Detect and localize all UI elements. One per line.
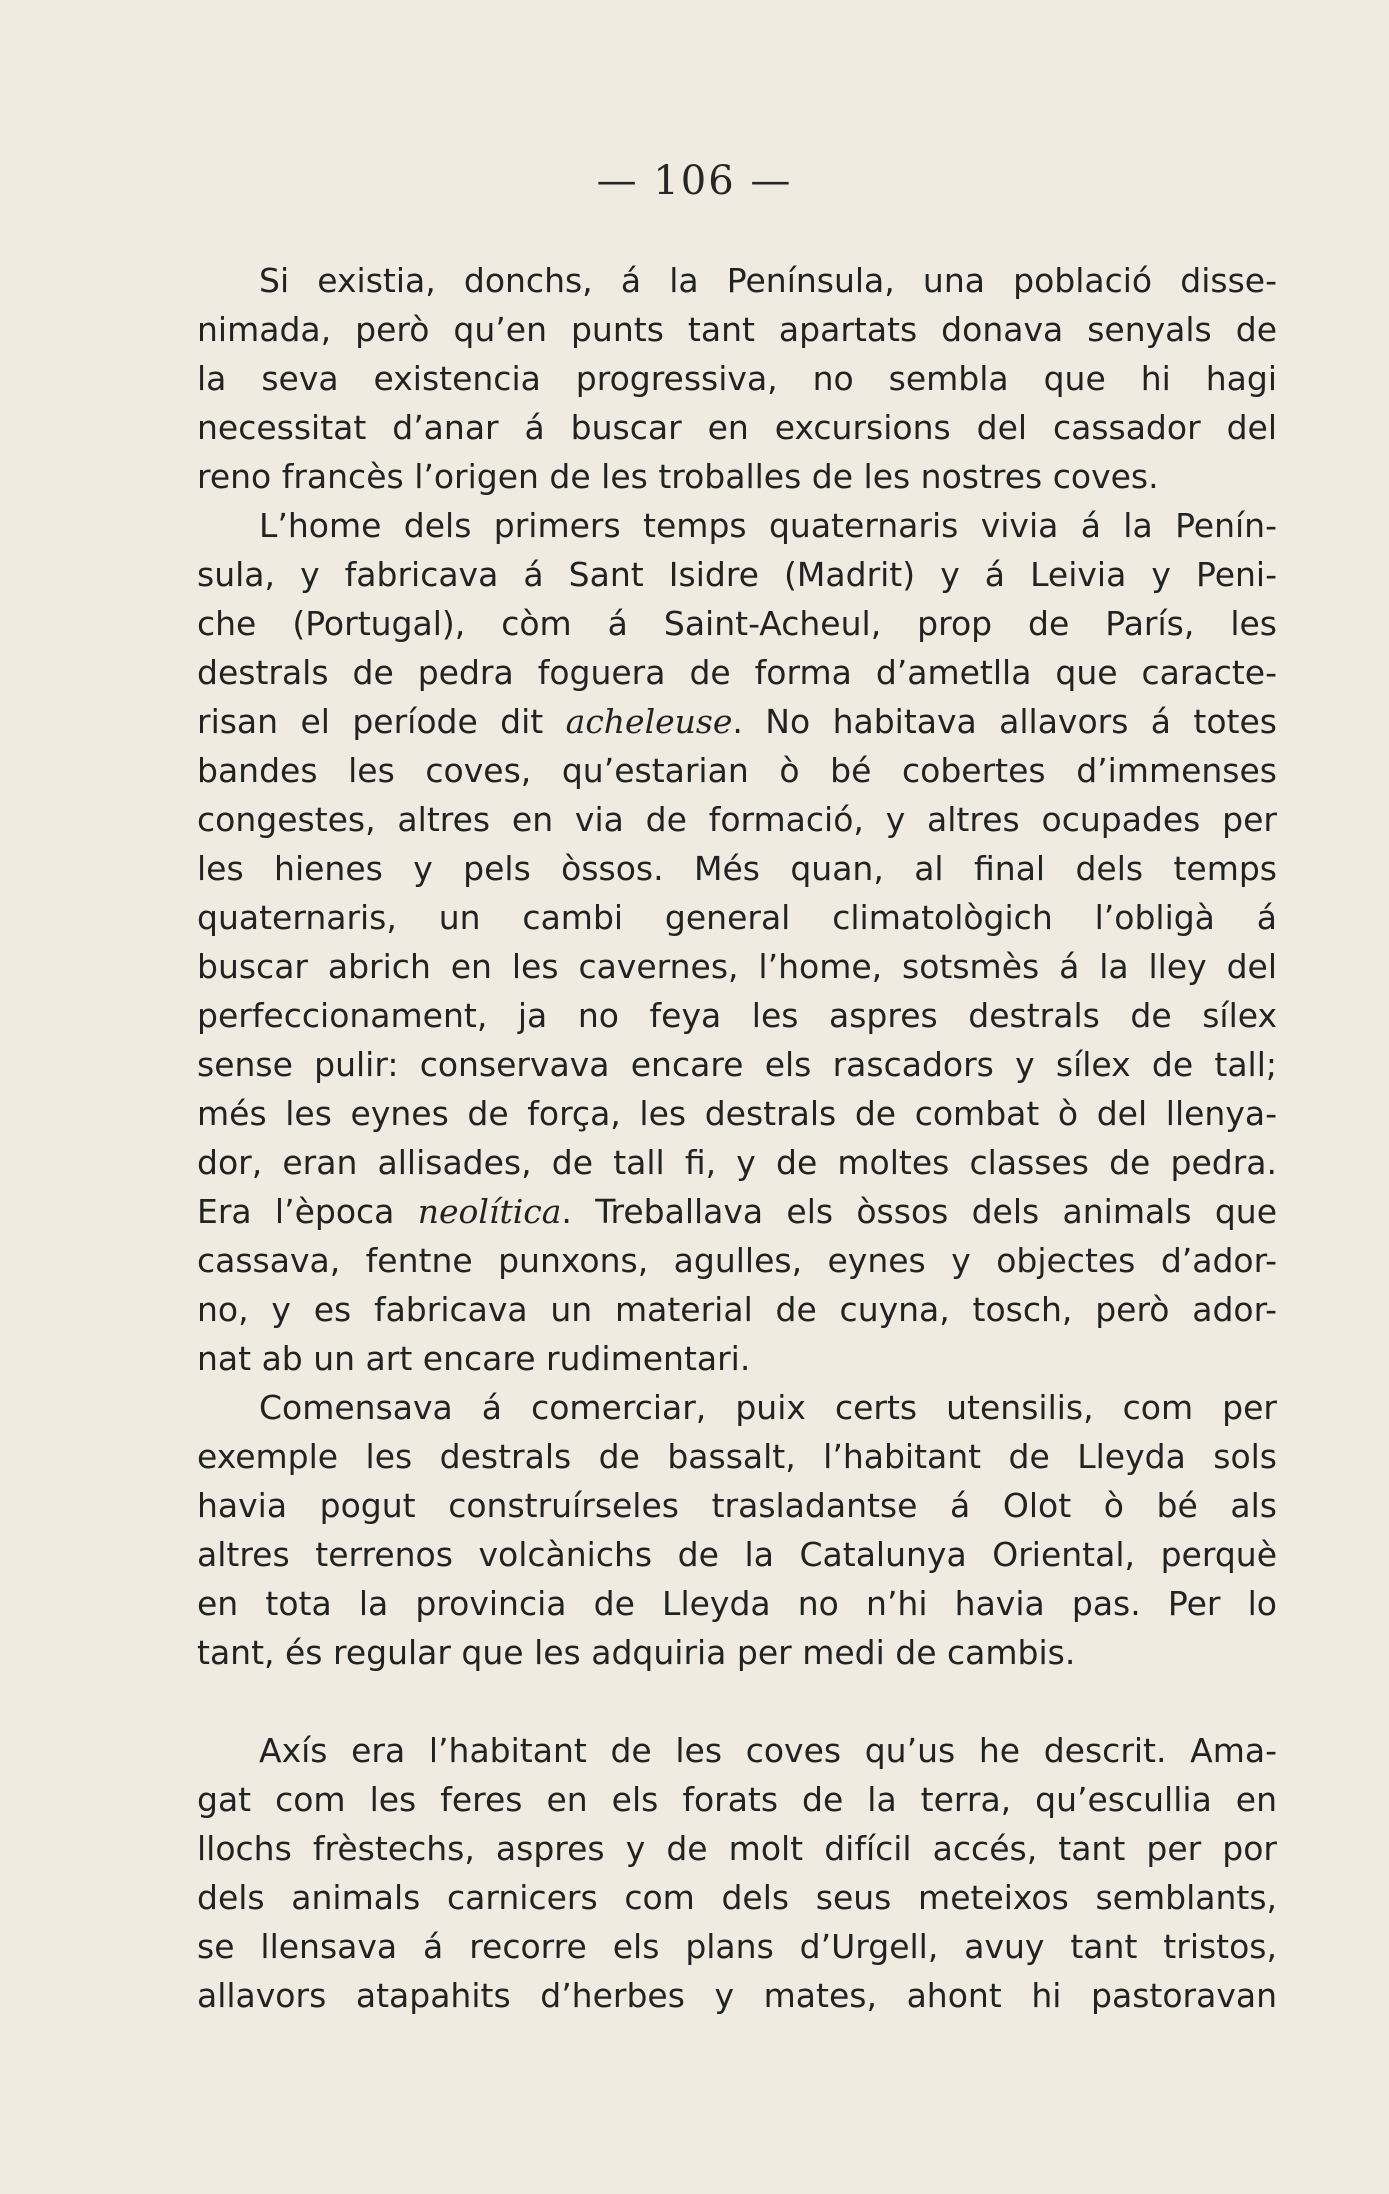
text-line: altres terrenos volcànichs de la Catalunya Oriental, perquè [197, 1535, 1277, 1574]
body-text [197, 256, 1277, 2020]
text-line: sula, y fabricava á Sant Isidre (Madrit) y á Leivia y Peni- [197, 555, 1277, 594]
text-line: Comensava á comerciar, puix certs utensilis, com per [259, 1388, 1277, 1427]
paragraph-3 [197, 1383, 1277, 1677]
text-line: Si existia, donchs, á la Península, una població disse- [259, 261, 1277, 300]
text-line: dor, eran allisades, de tall fi, y de moltes classes de pedra. [197, 1143, 1277, 1182]
page-number: — 106 — [596, 158, 793, 204]
text-line: no, y es fabricava un material de cuyna, tosch, però ador- [197, 1290, 1277, 1329]
text-segment: . Treballava els òssos dels animals que [561, 1192, 1277, 1231]
text-line: llochs frèstechs, aspres y de molt difícil accés, tant per por [197, 1829, 1277, 1868]
italic-term: acheleuse [565, 702, 733, 741]
text-line: tant, és regular que les adquiria per medi de cambis. [197, 1633, 1076, 1672]
text-line: reno francès l’origen de les troballes de les nostres coves. [197, 457, 1159, 496]
text-line: la seva existencia progressiva, no sembla que hi hagi [197, 359, 1277, 398]
text-segment: Era l’època [197, 1192, 418, 1231]
text-line: gat com les feres en els forats de la terra, qu’escullia en [197, 1780, 1277, 1819]
text-line: dels animals carnicers com dels seus meteixos semblants, [197, 1878, 1277, 1917]
text-line: sense pulir: conservava encare els rascadors y sílex de tall; [197, 1045, 1277, 1084]
text-line: quaternaris, un cambi general climatològich l’obligà á [197, 898, 1277, 937]
text-line: exemple les destrals de bassalt, l’habitant de Lleyda sols [197, 1437, 1277, 1476]
text-line: cassava, fentne punxons, agulles, eynes y objectes d’ador- [197, 1241, 1277, 1280]
text-line: bandes les coves, qu’estarian ò bé cobertes d’immenses [197, 751, 1277, 790]
text-line: buscar abrich en les cavernes, l’home, sotsmès á la lley del [197, 947, 1277, 986]
text-line: allavors atapahits d’herbes y mates, ahont hi pastoravan [197, 1976, 1277, 2015]
text-line: destrals de pedra foguera de forma d’ametlla que caracte- [197, 653, 1277, 692]
text-line: se llensava á recorre els plans d’Urgell, avuy tant tristos, [197, 1927, 1277, 1966]
italic-term: neolítica [417, 1192, 562, 1231]
text-line [197, 697, 1277, 746]
text-line: L’home dels primers temps quaternaris vivia á la Penín- [259, 506, 1277, 545]
text-line: nat ab un art encare rudimentari. [197, 1339, 751, 1378]
text-line: les hienes y pels òssos. Més quan, al final dels temps [197, 849, 1277, 888]
paragraph-1 [197, 256, 1277, 501]
text-segment: risan el període dit [197, 702, 566, 741]
text-line: necessitat d’anar á buscar en excursions del cassador del [197, 408, 1277, 447]
paragraph-2 [197, 501, 1277, 1383]
section-gap [197, 1677, 1277, 1726]
text-line: perfeccionament, ja no feya les aspres destrals de sílex [197, 996, 1277, 1035]
text-segment: . No habitava allavors á totes [732, 702, 1277, 741]
text-line: congestes, altres en via de formació, y altres ocupades per [197, 800, 1277, 839]
text-line: nimada, però qu’en punts tant apartats donava senyals de [197, 310, 1277, 349]
text-line [197, 1187, 1277, 1236]
text-line: Axís era l’habitant de les coves qu’us he descrit. Ama- [259, 1731, 1277, 1770]
text-line: en tota la provincia de Lleyda no n’hi havia pas. Per lo [197, 1584, 1277, 1623]
text-line: havia pogut construírseles trasladantse á Olot ò bé als [197, 1486, 1277, 1525]
paragraph-4 [197, 1726, 1277, 2020]
text-line: che (Portugal), còm á Saint-Acheul, prop de París, les [197, 604, 1277, 643]
text-line: més les eynes de força, les destrals de combat ò del llenya- [197, 1094, 1277, 1133]
